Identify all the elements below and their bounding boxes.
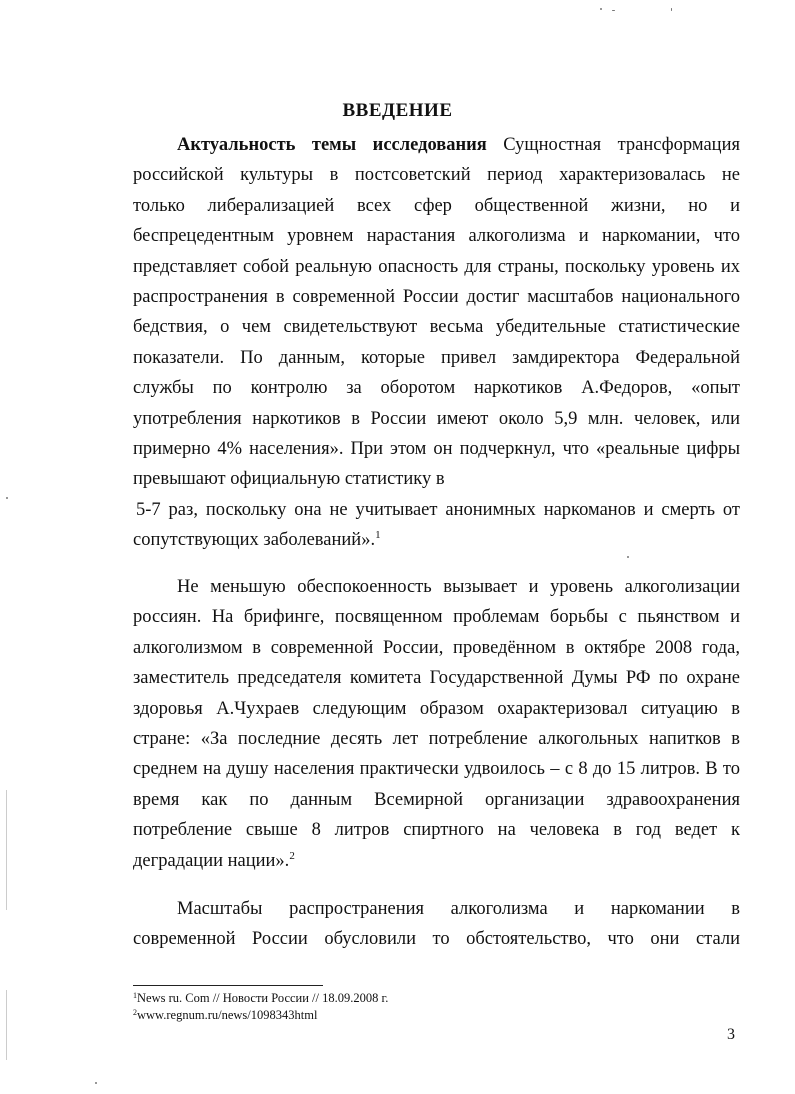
scan-edge: [6, 790, 7, 910]
scan-speck: [95, 1082, 97, 1084]
scan-speck: [612, 10, 615, 11]
footnote-ref[interactable]: 1: [375, 529, 381, 542]
scan-edge: [6, 990, 7, 1060]
footnote-item: $^1$News ru. Com // Новости России // 18.09.2008 г.: [133, 991, 389, 1005]
text-line: распространения в современной России достиг масштабов национального: [133, 286, 740, 307]
text-line: Актуальность темы исследования Сущностная трансформация: [177, 135, 740, 155]
text-line: употребления наркотиков в России имеют около 5,9 млн. человек, или: [133, 408, 740, 429]
text-line: российской культуры в постсоветский период характеризовалась не: [133, 165, 740, 186]
text-line: службы по контролю за оборотом наркотиков А.Федоров, «опыт: [133, 378, 740, 399]
text-line: примерно 4% населения». При этом он подчеркнул, что «реальные цифры: [133, 438, 740, 459]
text-line: алкоголизмом в современной России, проведённом в октябре 2008 года,: [133, 637, 740, 658]
text-line: среднем на душу населения практически удвоилось – с 8 до 15 литров. В то: [133, 759, 740, 780]
text-line: современной России обусловили то обстоятельство, что они стали: [133, 929, 740, 950]
page-title: ВВЕДЕНИЕ: [342, 100, 453, 121]
text-line: потребление свыше 8 литров спиртного на человека в год ведет к: [133, 820, 740, 841]
text-line: только либерализацией всех сфер общественной жизни, но и: [133, 195, 740, 216]
footnote-separator: [133, 985, 323, 986]
text-line: россиян. На брифинге, посвященном проблемам борьбы с пьянством и: [133, 607, 740, 628]
paragraph-alcohol: [133, 572, 740, 876]
text-line: Масштабы распространения алкоголизма и наркомании в: [177, 899, 740, 919]
footnote-item: $^2$www.regnum.ru/news/1098343html: [133, 1008, 318, 1022]
paragraph-relevance: [133, 130, 740, 555]
paragraph-scale: [133, 894, 740, 955]
text-line: 5-7 раз, поскольку она не учитывает анонимных наркоманов и смерть от: [136, 499, 740, 520]
text-line: превышают официальную статистику в: [133, 469, 445, 490]
text-line: беспрецедентным уровнем нарастания алкоголизма и наркомании, что: [133, 226, 740, 247]
lead-bold: Актуальность темы исследования: [177, 135, 487, 155]
scan-speck: [6, 497, 8, 499]
scan-speck: [671, 8, 672, 11]
text-line: деградации нации».$^2$: [133, 849, 295, 871]
text-line: бедствия, о чем свидетельствуют весьма убедительные статистические: [133, 317, 740, 338]
text-line: заместитель председателя комитета Государственной Думы РФ по охране: [133, 668, 740, 689]
text-line: здоровья А.Чухраев следующим образом охарактеризовал ситуацию в: [133, 698, 740, 719]
text-line: сопутствующих заболеваний».$^1$: [133, 529, 381, 551]
page-number: 3: [727, 1026, 735, 1043]
scan-speck: [627, 556, 629, 558]
text-line: время как по данным Всемирной организации здравоохранения: [133, 789, 740, 810]
text-line: стране: «За последние десять лет потребление алкогольных напитков в: [133, 728, 740, 749]
footnotes: [133, 990, 388, 1024]
text-line: показатели. По данным, которые привел замдиректора Федеральной: [133, 347, 740, 368]
text-line: представляет собой реальную опасность для страны, поскольку уровень их: [133, 256, 740, 277]
scan-speck: [600, 8, 602, 10]
footnote-ref[interactable]: 2: [289, 849, 295, 862]
text-line: Не меньшую обеспокоенность вызывает и уровень алкоголизации: [177, 577, 740, 597]
